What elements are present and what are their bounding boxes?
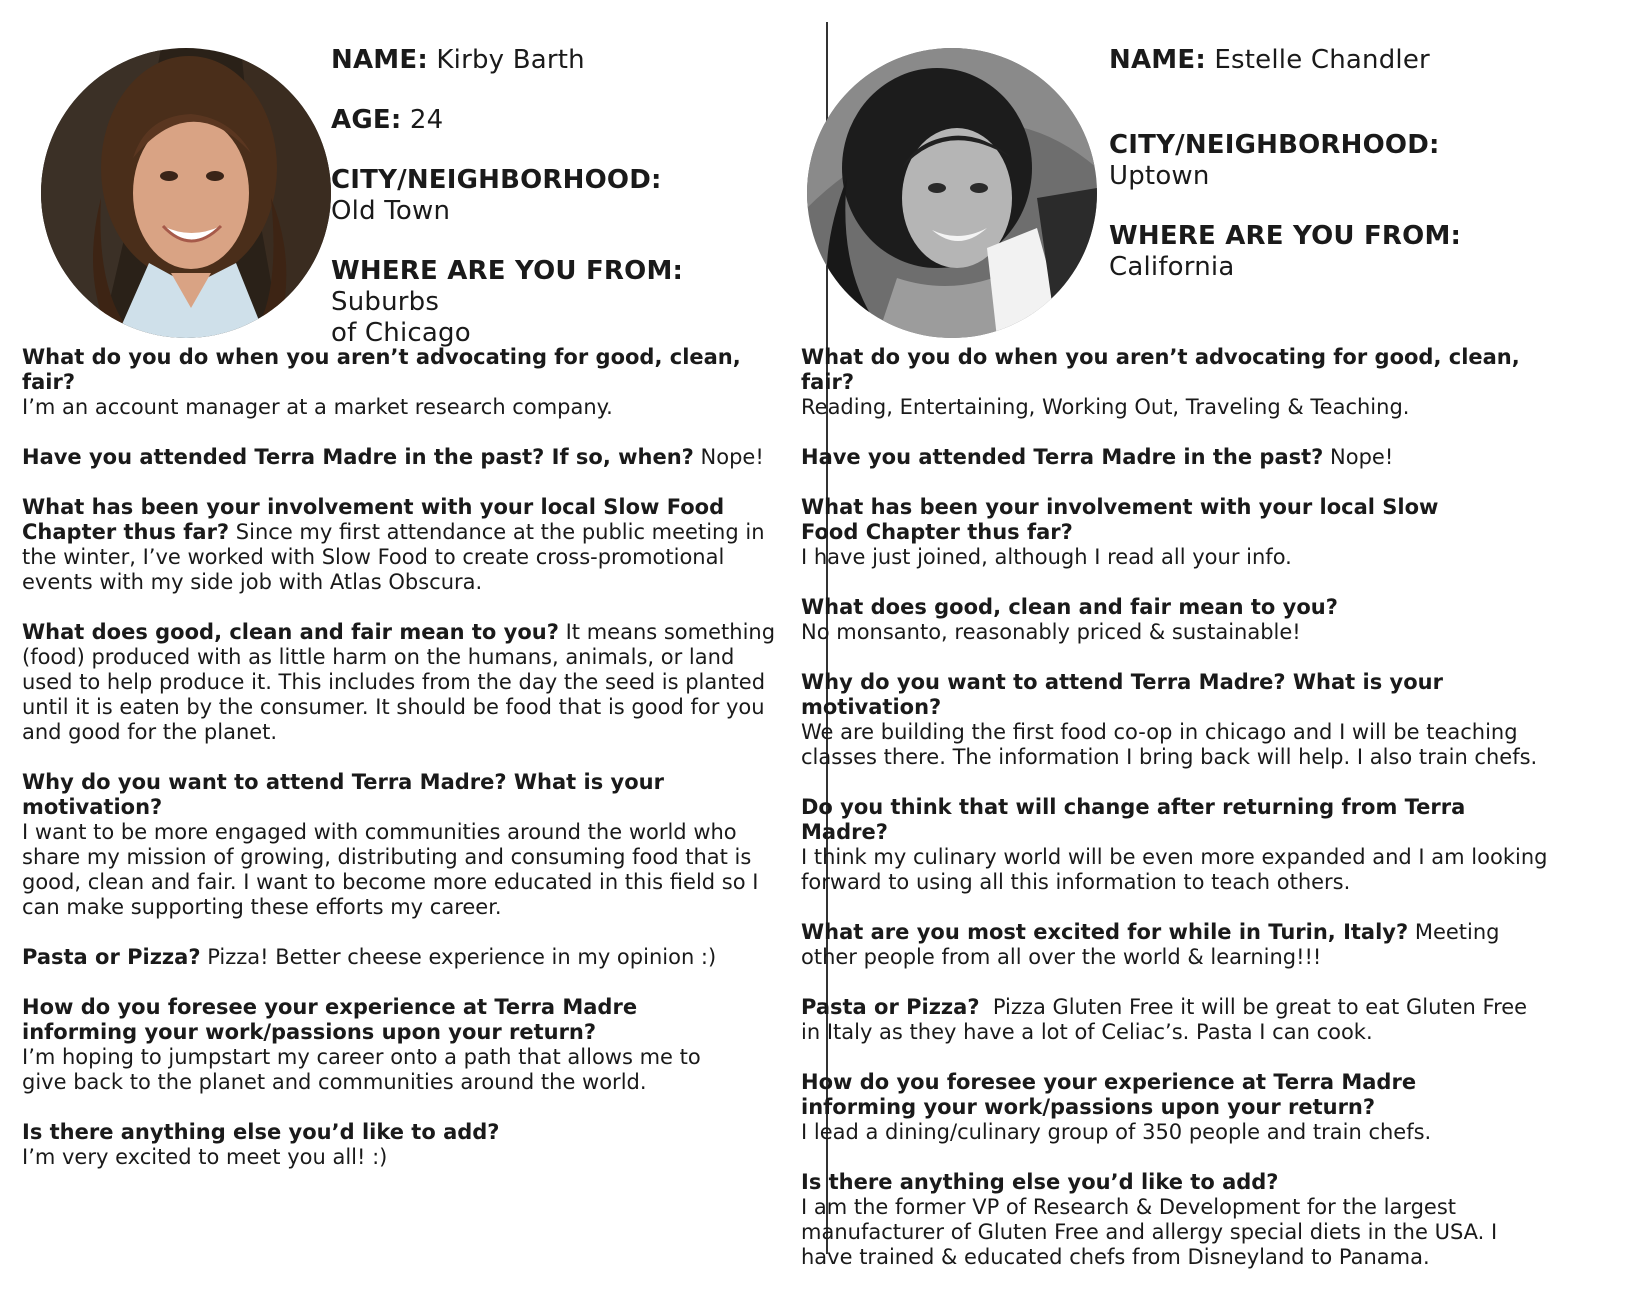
qa-item [22, 945, 782, 970]
question: What has been your involvement with your local Slow Food Chapter thus far? [801, 495, 1439, 544]
qa-item [801, 345, 1571, 420]
answer: Nope! [1330, 445, 1394, 469]
question: Why do you want to attend Terra Madre? What is your motivation? [801, 670, 1443, 719]
qa-item [801, 995, 1551, 1045]
answer: I lead a dining/culinary group of 350 people and train chefs. [801, 1120, 1432, 1144]
question: What does good, clean and fair mean to you? [22, 620, 559, 644]
qa-item [22, 770, 782, 920]
answer: Pizza Gluten Free it will be great to eat Gluten Free in Italy as they have a lot of Celiac’s. Pasta I can cook. [801, 995, 1528, 1044]
from-value: California [1109, 252, 1235, 282]
answer: Meeting other people from all over the world & learning!!! [801, 920, 1500, 969]
question: How do you foresee your experience at Terra Madre informing your work/passions upon your return? [801, 1070, 1417, 1119]
qa-item [801, 495, 1481, 570]
profile-header-left [331, 45, 771, 349]
qa-item [22, 1120, 782, 1170]
name-label: NAME: [1109, 45, 1206, 75]
question: What do you do when you aren’t advocating for good, clean, fair? [22, 345, 741, 394]
answer: Since my first attendance at the public meeting in the winter, I’ve worked with Slow Food to create cross-promotional events with my side job with Atlas Obscura. [22, 520, 765, 594]
qa-item [801, 795, 1551, 895]
question: Pasta or Pizza? [22, 945, 201, 969]
portrait-photo-icon [41, 48, 331, 338]
question: How do you foresee your experience at Terra Madre informing your work/passions upon your return? [22, 995, 638, 1044]
qa-item [22, 345, 782, 420]
answer: I’m an account manager at a market research company. [22, 395, 613, 419]
answer: I have just joined, although I read all your info. [801, 545, 1292, 569]
from-value-continued: of Chicago [331, 318, 471, 348]
profile-photo-right [807, 48, 1097, 338]
from-label: WHERE ARE YOU FROM: [331, 256, 684, 286]
question: Have you attended Terra Madre in the past? If so, when? [22, 445, 694, 469]
qa-item [801, 920, 1551, 970]
answer: It means something (food) produced with as little harm on the humans, animals, or land used to help produce it. This includes from the day the seed is planted until it is eaten by the consumer. It should be food that is good for you and good for the planet. [22, 620, 776, 744]
name-label: NAME: [331, 45, 428, 75]
from-label: WHERE ARE YOU FROM: [1109, 221, 1462, 251]
answer: I’m hoping to jumpstart my career onto a path that allows me to give back to the planet and communities around the world. [22, 1045, 701, 1094]
answer: I want to be more engaged with communities around the world who share my mission of growing, distributing and consuming food that is good, clean and fair. I want to become more educated in this field so I can make supporting these efforts my career. [22, 820, 759, 919]
qa-item [801, 445, 1571, 470]
qa-item [801, 670, 1551, 770]
answer: I am the former VP of Research & Development for the largest manufacturer of Gluten Free and allergy special diets in the USA. I have trained & educated chefs from Disneyland to Panama. [801, 1195, 1498, 1269]
question: What does good, clean and fair mean to you? [801, 595, 1338, 619]
portrait-photo-icon [807, 48, 1097, 338]
answer: I think my culinary world will be even more expanded and I am looking forward to using all this information to teach others. [801, 845, 1548, 894]
question: Do you think that will change after returning from Terra Madre? [801, 795, 1466, 844]
city-value: Uptown [1109, 161, 1210, 191]
profile-header-right [1109, 45, 1549, 283]
qa-item [801, 1170, 1551, 1270]
profile-photo-left [41, 48, 331, 338]
question: Is there anything else you’d like to add? [22, 1120, 500, 1144]
city-label: CITY/NEIGHBORHOOD: [331, 165, 662, 195]
answer: Reading, Entertaining, Working Out, Traveling & Teaching. [801, 395, 1410, 419]
qa-item [22, 495, 782, 595]
age-value: 24 [409, 105, 444, 135]
question: Have you attended Terra Madre in the past? [801, 445, 1324, 469]
question: What are you most excited for while in Turin, Italy? [801, 920, 1409, 944]
answer: No monsanto, reasonably priced & sustainable! [801, 620, 1301, 644]
answer: Pizza! Better cheese experience in my opinion :) [207, 945, 717, 969]
from-value: Suburbs [331, 287, 440, 317]
question: What do you do when you aren’t advocating for good, clean, fair? [801, 345, 1520, 394]
city-label: CITY/NEIGHBORHOOD: [1109, 130, 1440, 160]
qa-item [22, 620, 782, 745]
question: Why do you want to attend Terra Madre? What is your motivation? [22, 770, 664, 819]
qa-item [22, 995, 722, 1095]
qa-item [801, 1070, 1521, 1145]
qa-item [801, 595, 1571, 645]
question: Pasta or Pizza? [801, 995, 980, 1019]
answer: I’m very excited to meet you all! :) [22, 1145, 388, 1169]
city-value: Old Town [331, 196, 451, 226]
answer: We are building the first food co-op in chicago and I will be teaching classes there. The information I bring back will help. I also train chefs. [801, 720, 1538, 769]
qa-list-right [801, 345, 1571, 1295]
question: What has been your involvement with your local Slow Food Chapter thus far? [22, 495, 725, 544]
name-value: Kirby Barth [436, 45, 585, 75]
qa-item [22, 445, 782, 470]
name-value: Estelle Chandler [1214, 45, 1430, 75]
question: Is there anything else you’d like to add? [801, 1170, 1279, 1194]
answer: Nope! [700, 445, 764, 469]
qa-list-left [22, 345, 782, 1195]
age-label: AGE: [331, 105, 402, 135]
